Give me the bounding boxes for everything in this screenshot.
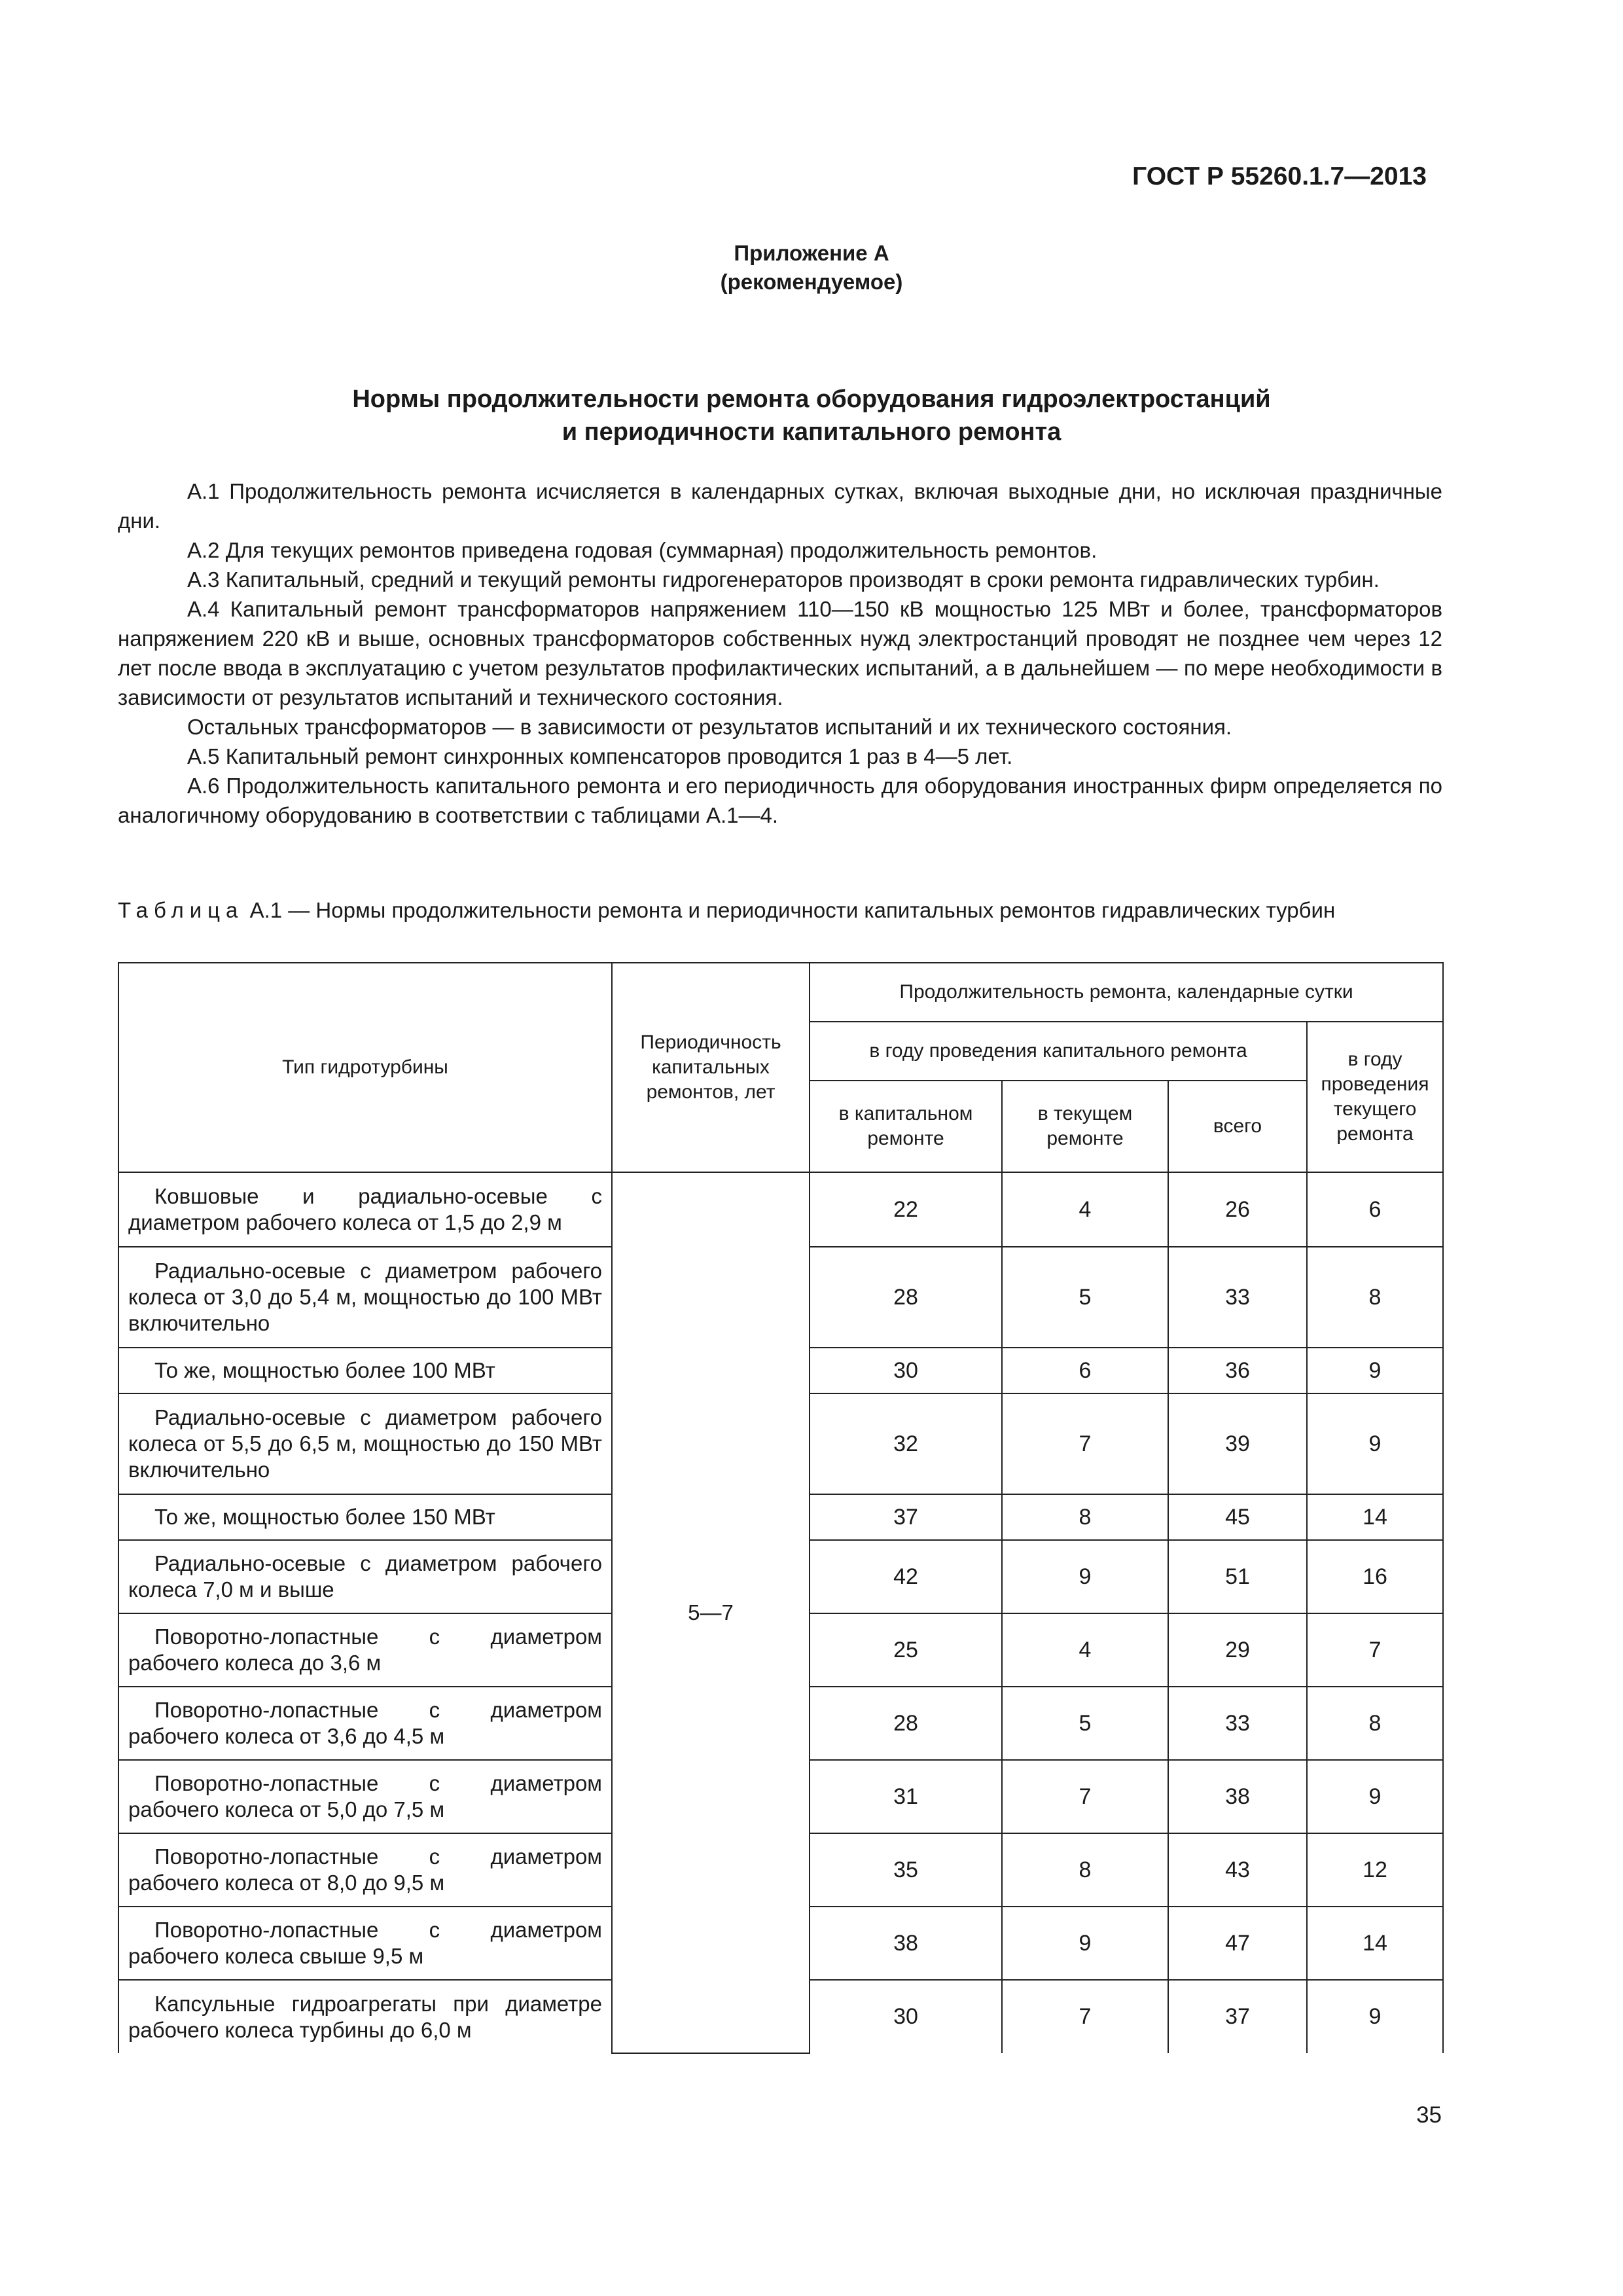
paragraph-a4: А.4 Капитальный ремонт трансформаторов напряжением 110—150 кВ мощностью 125 МВт и более, трансформаторов напряжением 220 кВ и выше, основных трансформаторов собственных нужд электростанций проводят не позднее чем через 12 лет после ввода в эксплуатацию с учетом результатов профилактических испытаний, а в дальнейшем — по мере необходимости в зависимости от результатов испытаний и технического состояния. xyxy=(118,597,1442,709)
header-current-year: в году проведения текущего ремонта xyxy=(1307,1022,1443,1172)
header-periodicity: Периодичность капитальных ремонтов, лет xyxy=(612,963,810,1172)
total-days-cell: 51 xyxy=(1168,1540,1307,1613)
current-year-days-cell: 9 xyxy=(1307,1980,1443,2053)
header-turbine-type: Тип гидротурбины xyxy=(118,963,612,1172)
paragraph-a2: А.2 Для текущих ремонтов приведена годовая (суммарная) продолжительность ремонтов. xyxy=(187,538,1097,562)
turbine-type-cell: Поворотно-лопастные с диаметром рабочего колеса до 3,6 м xyxy=(118,1613,612,1687)
paragraph-a4-cont: Остальных трансформаторов — в зависимости от результатов испытаний и их технического состояния. xyxy=(187,715,1232,739)
current-days-cell: 9 xyxy=(1002,1540,1168,1613)
capital-days-cell: 32 xyxy=(810,1393,1002,1494)
current-days-cell: 5 xyxy=(1002,1247,1168,1348)
total-days-cell: 37 xyxy=(1168,1980,1307,2053)
capital-days-cell: 42 xyxy=(810,1540,1002,1613)
current-days-cell: 4 xyxy=(1002,1613,1168,1687)
current-year-days-cell: 12 xyxy=(1307,1833,1443,1907)
header-in-current: в текущем ремонте xyxy=(1002,1081,1168,1172)
current-days-cell: 5 xyxy=(1002,1687,1168,1760)
capital-days-cell: 22 xyxy=(810,1172,1002,1247)
header-total: всего xyxy=(1168,1081,1307,1172)
capital-days-cell: 35 xyxy=(810,1833,1002,1907)
turbine-type-cell: Поворотно-лопастные с диаметром рабочего колеса от 8,0 до 9,5 м xyxy=(118,1833,612,1907)
current-year-days-cell: 6 xyxy=(1307,1172,1443,1247)
table-row xyxy=(118,1172,1443,1247)
turbine-type-cell: Радиально-осевые с диаметром рабочего колеса от 3,0 до 5,4 м, мощностью до 100 МВт включительно xyxy=(118,1247,612,1348)
paragraph-a5: А.5 Капитальный ремонт синхронных компенсаторов проводится 1 раз в 4—5 лет. xyxy=(187,744,1013,768)
turbine-type-cell: Поворотно-лопастные с диаметром рабочего колеса свыше 9,5 м xyxy=(118,1907,612,1980)
total-days-cell: 26 xyxy=(1168,1172,1307,1247)
paragraph-a1: А.1 Продолжительность ремонта исчисляется в календарных сутках, включая выходные дни, но исключая праздничные дни. xyxy=(118,479,1442,533)
norms-table xyxy=(118,962,1444,2054)
capital-days-cell: 30 xyxy=(810,1348,1002,1393)
total-days-cell: 36 xyxy=(1168,1348,1307,1393)
turbine-type-cell: Поворотно-лопастные с диаметром рабочего колеса от 3,6 до 4,5 м xyxy=(118,1687,612,1760)
capital-days-cell: 31 xyxy=(810,1760,1002,1833)
header-in-capital: в капитальном ремонте xyxy=(810,1081,1002,1172)
section-title xyxy=(0,383,1623,448)
total-days-cell: 47 xyxy=(1168,1907,1307,1980)
table-caption-label: Таблица xyxy=(118,898,244,922)
current-year-days-cell: 8 xyxy=(1307,1247,1443,1348)
current-year-days-cell: 9 xyxy=(1307,1393,1443,1494)
current-days-cell: 8 xyxy=(1002,1833,1168,1907)
capital-days-cell: 37 xyxy=(810,1494,1002,1540)
current-year-days-cell: 9 xyxy=(1307,1348,1443,1393)
total-days-cell: 38 xyxy=(1168,1760,1307,1833)
current-year-days-cell: 14 xyxy=(1307,1494,1443,1540)
current-year-days-cell: 14 xyxy=(1307,1907,1443,1980)
appendix-title: Приложение А xyxy=(734,241,889,265)
capital-days-cell: 28 xyxy=(810,1247,1002,1348)
turbine-type-cell: То же, мощностью более 100 МВт xyxy=(118,1348,612,1393)
paragraphs xyxy=(118,476,1442,830)
document-code: ГОСТ Р 55260.1.7—2013 xyxy=(1132,162,1427,190)
turbine-type-cell: Поворотно-лопастные с диаметром рабочего колеса от 5,0 до 7,5 м xyxy=(118,1760,612,1833)
current-days-cell: 6 xyxy=(1002,1348,1168,1393)
turbine-type-cell: Ковшовые и радиально-осевые с диаметром рабочего колеса от 1,5 до 2,9 м xyxy=(118,1172,612,1247)
current-days-cell: 7 xyxy=(1002,1393,1168,1494)
current-days-cell: 7 xyxy=(1002,1980,1168,2053)
header-capital-year: в году проведения капитального ремонта xyxy=(810,1022,1307,1081)
current-days-cell: 7 xyxy=(1002,1760,1168,1833)
section-title-line1: Нормы продолжительности ремонта оборудования гидроэлектростанций xyxy=(352,386,1271,413)
turbine-type-cell: Радиально-осевые с диаметром рабочего колеса от 5,5 до 6,5 м, мощностью до 150 МВт включительно xyxy=(118,1393,612,1494)
section-title-line2: и периодичности капитального ремонта xyxy=(562,418,1061,446)
current-year-days-cell: 16 xyxy=(1307,1540,1443,1613)
turbine-type-cell: Радиально-осевые с диаметром рабочего колеса 7,0 м и выше xyxy=(118,1540,612,1613)
periodicity-cell: 5—7 xyxy=(612,1172,810,2053)
capital-days-cell: 28 xyxy=(810,1687,1002,1760)
current-days-cell: 9 xyxy=(1002,1907,1168,1980)
capital-days-cell: 38 xyxy=(810,1907,1002,1980)
total-days-cell: 29 xyxy=(1168,1613,1307,1687)
capital-days-cell: 25 xyxy=(810,1613,1002,1687)
total-days-cell: 45 xyxy=(1168,1494,1307,1540)
table-caption xyxy=(118,897,1442,924)
total-days-cell: 43 xyxy=(1168,1833,1307,1907)
current-year-days-cell: 9 xyxy=(1307,1760,1443,1833)
total-days-cell: 33 xyxy=(1168,1687,1307,1760)
current-days-cell: 4 xyxy=(1002,1172,1168,1247)
paragraph-a6: А.6 Продолжительность капитального ремонта и его периодичность для оборудования иностранных фирм определяется по аналогичному оборудованию в соответствии с таблицами А.1—4. xyxy=(118,774,1442,827)
table-caption-text: А.1 — Нормы продолжительности ремонта и периодичности капитальных ремонтов гидравлических турбин xyxy=(249,898,1336,922)
appendix-subtitle: (рекомендуемое) xyxy=(720,270,903,294)
current-year-days-cell: 7 xyxy=(1307,1613,1443,1687)
capital-days-cell: 30 xyxy=(810,1980,1002,2053)
total-days-cell: 33 xyxy=(1168,1247,1307,1348)
page-number: 35 xyxy=(1416,2102,1442,2128)
current-year-days-cell: 8 xyxy=(1307,1687,1443,1760)
total-days-cell: 39 xyxy=(1168,1393,1307,1494)
turbine-type-cell: Капсульные гидроагрегаты при диаметре рабочего колеса турбины до 6,0 м xyxy=(118,1980,612,2053)
header-duration: Продолжительность ремонта, календарные сутки xyxy=(810,963,1443,1022)
turbine-type-cell: То же, мощностью более 150 МВт xyxy=(118,1494,612,1540)
current-days-cell: 8 xyxy=(1002,1494,1168,1540)
paragraph-a3: А.3 Капитальный, средний и текущий ремонты гидрогенераторов производят в сроки ремонта гидравлических турбин. xyxy=(187,567,1380,592)
